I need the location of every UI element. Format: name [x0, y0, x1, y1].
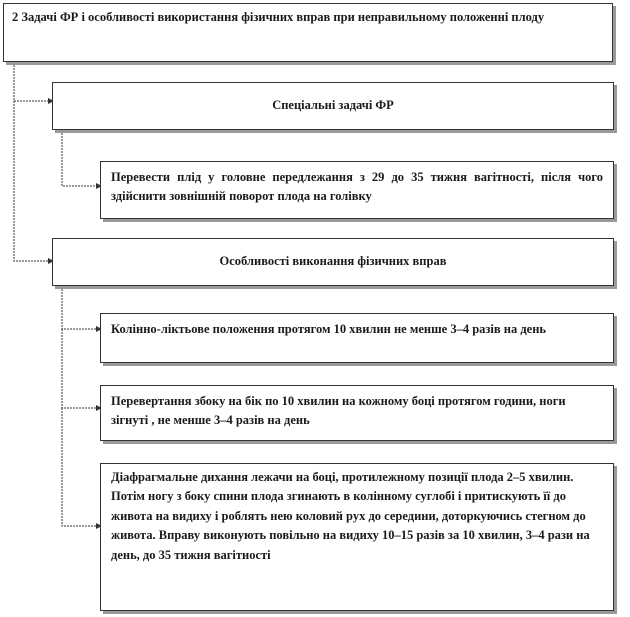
connector-tasks-to-task1	[62, 130, 96, 186]
connector-title-to-tasks	[14, 62, 48, 101]
title-box	[3, 3, 613, 62]
connector-features-to-feature3	[62, 408, 96, 526]
feature-2-box	[100, 385, 614, 441]
connector-title-to-features	[14, 101, 48, 261]
features-header-box	[52, 238, 614, 286]
tasks-header-box	[52, 82, 614, 130]
feature-1-text: Колінно-ліктьове положення протягом 10 хвилин не менше 3–4 разів на день	[111, 322, 547, 336]
task-1-box	[100, 161, 614, 219]
task-1-text: Перевести плід у головне передлежання з 29 до 35 тижня вагітності, після чого здійснити зовнішній поворот плода на голівку	[111, 170, 603, 204]
connector-features-to-feature2	[62, 329, 96, 408]
features-header-text: Особливості виконання фізичних вправ	[219, 254, 447, 269]
feature-1-box	[100, 313, 614, 363]
title-text: 2 Задачі ФР і особливості використання фізичних вправ при неправильному положенні плоду	[12, 10, 545, 24]
feature-3-box	[100, 463, 614, 611]
feature-2-text: Перевертання збоку на бік по 10 хвилин на кожному боці протягом години, ноги зігнуті , не менше 3–4 разів на день	[111, 394, 566, 428]
feature-3-text: Діафрагмальне дихання лежачи на боці, протилежному позиції плода 2–5 хвилин. Потім ногу з боку спини плода згинають в колінному суглобі і притискують її до живота на видиху і роблять нею коловий рух до середини, доторкуючись стегном до живота. Вправу виконують повільно на видиху 10–15 разів за 10 хвилин, 3–4 рази на день, до 35 тижня вагітності	[111, 470, 590, 562]
tasks-header-text: Спеціальні задачі ФР	[272, 98, 394, 113]
connector-features-to-feature1	[62, 286, 96, 329]
